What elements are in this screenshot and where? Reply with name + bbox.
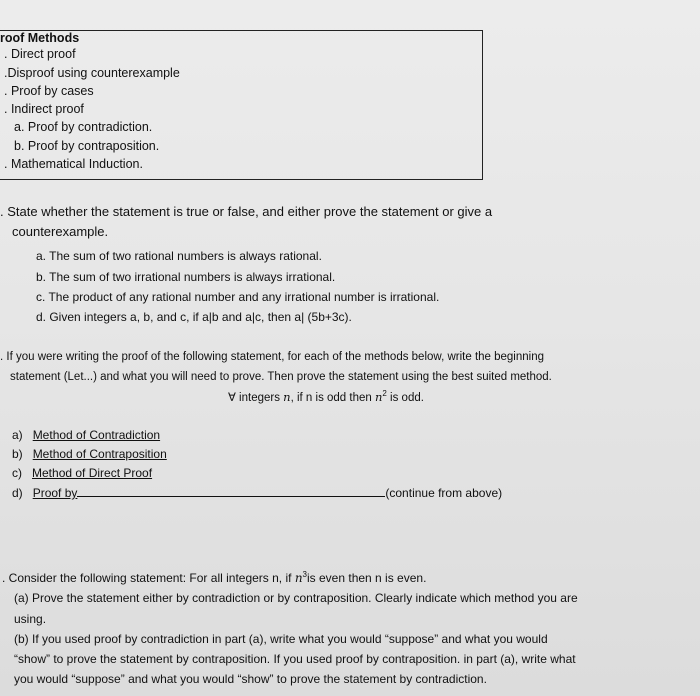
q1-part-b: b. The sum of two irrational numbers is always irrational. bbox=[36, 270, 336, 284]
q1-line2: counterexample. bbox=[12, 224, 109, 239]
methods-item-direct: . Direct proof bbox=[4, 47, 76, 61]
q3-part-b-line2: “show” to prove the statement by contraposition. If you used proof by contraposition. in part (a), write what bbox=[14, 652, 576, 666]
q3-part-b-line1: (b) If you used proof by contradiction in part (a), write what you would “suppose” and what you would bbox=[14, 632, 548, 646]
continue-note: (continue from above) bbox=[385, 486, 503, 500]
q3-part-a-line1: (a) Prove the statement either by contradiction or by contraposition. Clearly indicate which method you are bbox=[14, 591, 578, 605]
q2-option-a: a) Method of Contradiction bbox=[12, 428, 161, 442]
methods-item-cases: . Proof by cases bbox=[4, 84, 94, 98]
q3-line1: . Consider the following statement: For all integers n, if $n^3is$ even then n is even. bbox=[2, 570, 427, 585]
methods-item-disproof: .Disproof using counterexample bbox=[4, 66, 180, 80]
q1-part-a: a. The sum of two rational numbers is always rational. bbox=[36, 249, 322, 263]
answer-blank-line bbox=[77, 485, 385, 497]
q2-line1: . If you were writing the proof of the following statement, for each of the methods below, write the beginning bbox=[0, 351, 545, 363]
q2-line2: statement (Let...) and what you will need to prove. Then prove the statement using the best suited method. bbox=[10, 371, 552, 383]
methods-item-contraposition: b. Proof by contraposition. bbox=[14, 139, 160, 153]
q3-part-b-line3: you would “suppose” and what you would “show” to prove the statement by contradiction. bbox=[14, 672, 487, 686]
q2-option-d: d) Proof by (continue from above) bbox=[12, 486, 503, 500]
methods-title: roof Methods bbox=[0, 31, 80, 45]
q1-part-d: d. Given integers a, b, and c, if a|b and a|c, then a| (5b+3c). bbox=[36, 310, 352, 324]
q3-part-a-line2: using. bbox=[14, 612, 47, 626]
q2-option-c: c) Method of Direct Proof bbox=[12, 466, 153, 480]
q1-line1: . State whether the statement is true or false, and either prove the statement or give a bbox=[0, 204, 493, 219]
q2-option-b: b) Method of Contraposition bbox=[12, 447, 167, 461]
q1-part-c: c. The product of any rational number and any irrational number is irrational. bbox=[36, 290, 440, 304]
q2-statement: ∀ integers n, if n is odd then $n^2$ is odd. bbox=[228, 389, 424, 404]
methods-item-contradiction: a. Proof by contradiction. bbox=[14, 120, 153, 134]
methods-item-induction: . Mathematical Induction. bbox=[4, 157, 143, 171]
methods-item-indirect: . Indirect proof bbox=[4, 102, 84, 116]
